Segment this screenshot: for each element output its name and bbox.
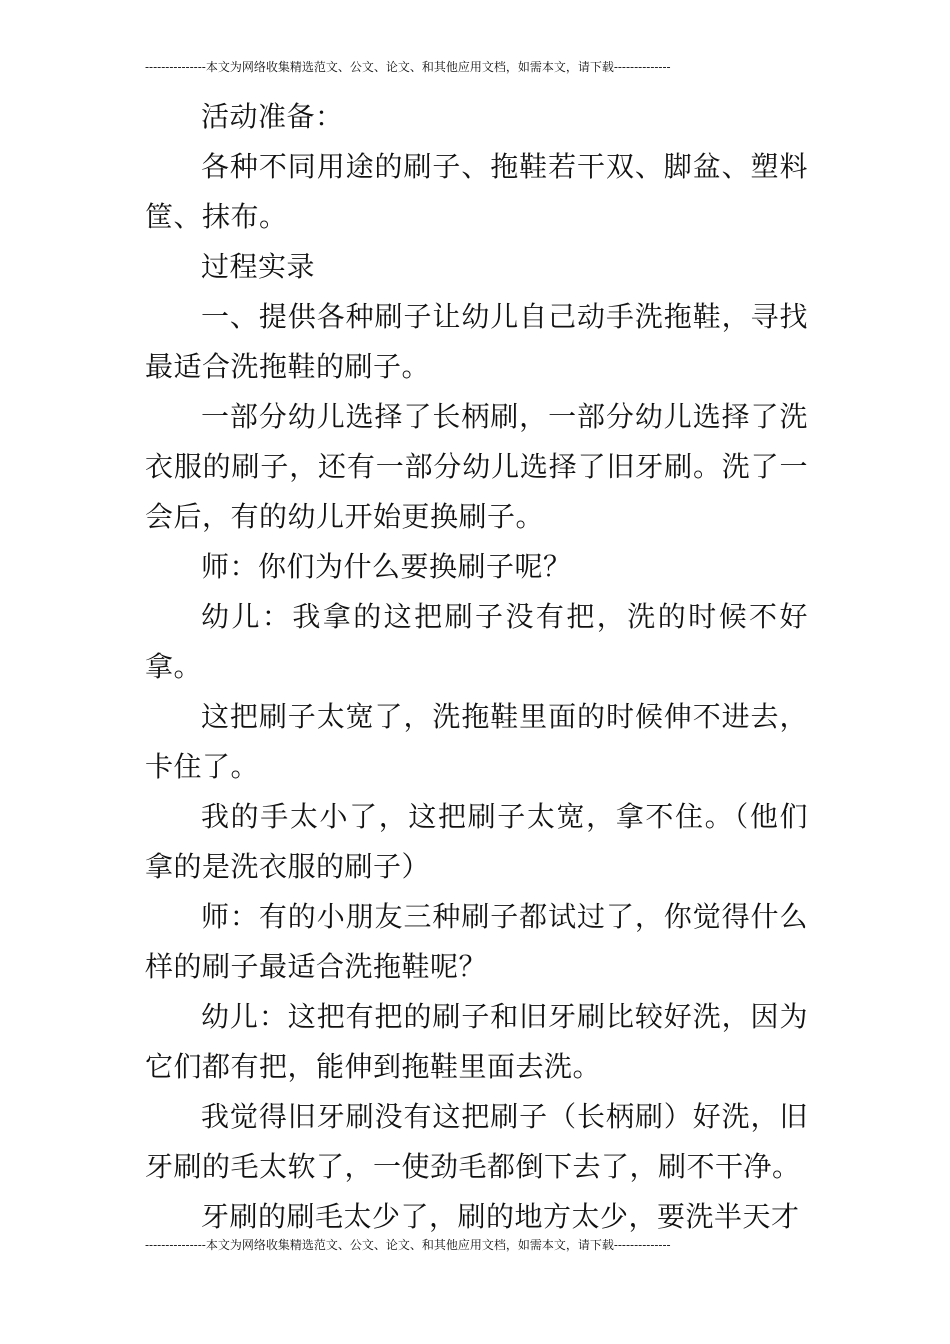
page-footer: ---------------本文为网络收集精选范文、公文、论文、和其他应用文档，如需本文，请下载-------------- — [145, 1238, 671, 1252]
document-body — [145, 92, 808, 1242]
paragraph-child-answer-5: 我觉得旧牙刷没有这把刷子（长柄刷）好洗，旧牙刷的毛太软了，一使劲毛都倒下去了，刷不干净。 — [145, 1100, 808, 1183]
paragraph-child-answer-6: 牙刷的刷毛太少了，刷的地方太少，要洗半天才 — [201, 1200, 800, 1233]
paragraph-activity-prep-heading: 活动准备： — [201, 100, 344, 133]
paragraph-child-answer-1: 幼儿：我拿的这把刷子没有把，洗的时候不好拿。 — [145, 600, 808, 683]
paragraph-child-answer-4: 幼儿：这把有把的刷子和旧牙刷比较好洗，因为它们都有把，能伸到拖鞋里面去洗。 — [145, 1000, 808, 1083]
paragraph-teacher-question-1: 师：你们为什么要换刷子呢？ — [201, 550, 572, 583]
paragraph-child-answer-3: 我的手太小了，这把刷子太宽，拿不住。（他们拿的是洗衣服的刷子） — [145, 800, 808, 883]
paragraph-child-answer-2: 这把刷子太宽了，洗拖鞋里面的时候伸不进去，卡住了。 — [145, 700, 808, 783]
paragraph-teacher-question-2: 师：有的小朋友三种刷子都试过了，你觉得什么样的刷子最适合洗拖鞋呢？ — [145, 900, 808, 983]
paragraph-step-one: 一、提供各种刷子让幼儿自己动手洗拖鞋，寻找最适合洗拖鞋的刷子。 — [145, 300, 808, 383]
paragraph-brush-choice: 一部分幼儿选择了长柄刷，一部分幼儿选择了洗衣服的刷子，还有一部分幼儿选择了旧牙刷。洗了一会后，有的幼儿开始更换刷子。 — [145, 400, 808, 533]
paragraph-process-heading: 过程实录 — [201, 250, 316, 283]
page-header: ---------------本文为网络收集精选范文、公文、论文、和其他应用文档，如需本文，请下载-------------- — [145, 60, 671, 74]
paragraph-materials: 各种不同用途的刷子、拖鞋若干双、脚盆、塑料筐、抹布。 — [145, 150, 808, 233]
